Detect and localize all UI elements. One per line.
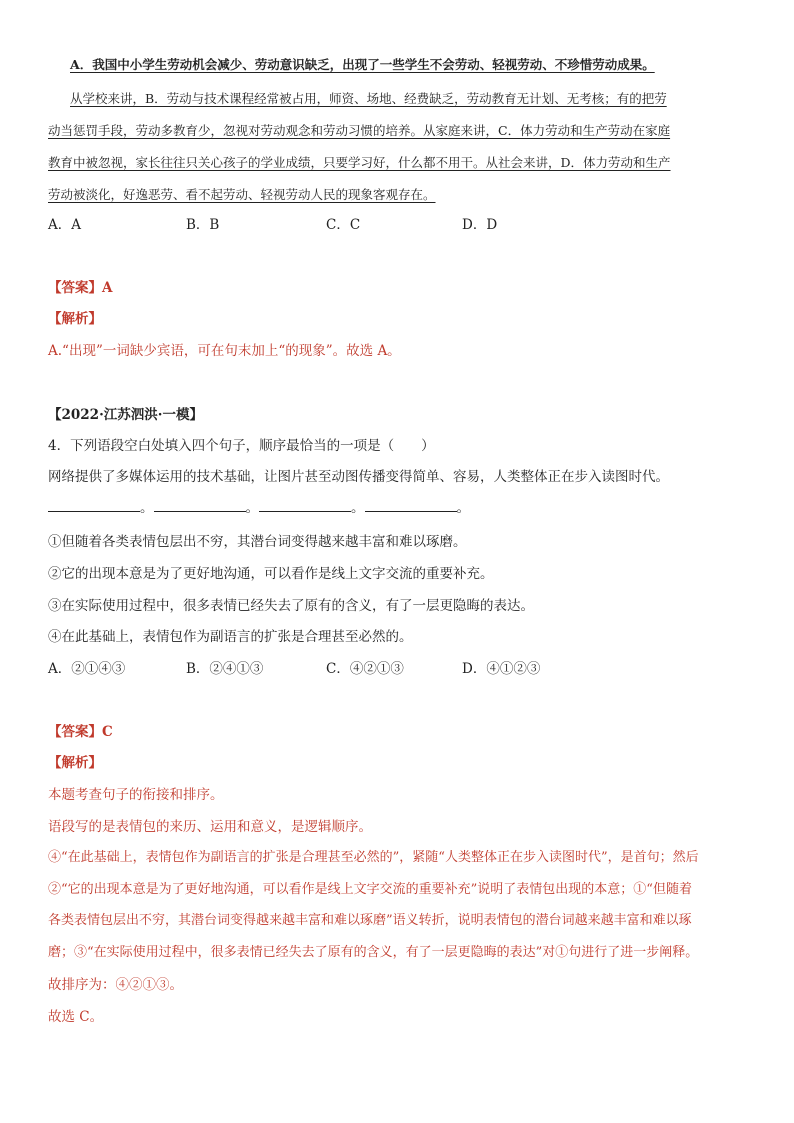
passage-line-1: 从学校来讲，B．劳动与技术课程经常被占用，师资、场地、经费缺乏，劳动教育无计划、无考核；有的把劳	[70, 91, 667, 106]
q3-analysis-text: A.“出现”一词缺少宾语，可在句末加上“的现象”。故选 A。	[48, 343, 401, 359]
blank-4	[365, 499, 457, 512]
analysis-line-3: ④“在此基础上，表情包作为副语言的扩张是合理甚至必然的”，紧随“人类整体正在步入读图时代”，是首句；然后	[48, 850, 699, 865]
q4-stem: 4．下列语段空白处填入四个句子，顺序最恰当的一项是（ ）	[48, 438, 435, 454]
analysis-line-4: ②“它的出现本意是为了更好地沟通，可以看作是线上文字交流的重要补充”说明了表情包出现的本意；①“但随着	[48, 882, 692, 897]
q4-passage: 网络提供了多媒体运用的技术基础，让图片甚至动图传播变得简单、容易，人类整体正在步入读图时代。	[48, 469, 669, 485]
choice-c: C．④②①③	[326, 661, 404, 677]
choice-c: C．C	[326, 217, 361, 233]
blank-sep: 。	[456, 500, 470, 516]
analysis-line-8: 故选 C。	[48, 1009, 104, 1025]
sentence-4: ④在此基础上，表情包作为副语言的扩张是合理甚至必然的。	[48, 629, 413, 645]
sentence-2: ②它的出现本意是为了更好地沟通，可以看作是线上文字交流的重要补充。	[48, 566, 494, 582]
blank-1	[48, 499, 140, 512]
passage-line-3: 教育中被忽视，家长往往只关心孩子的学业成绩，只要学习好，什么都不用干。从社会来讲，D．体力劳动和生产	[48, 155, 671, 170]
analysis-line-2: 语段写的是表情包的来历、运用和意义，是逻辑顺序。	[48, 819, 372, 835]
sentence-3: ③在实际使用过程中，很多表情已经失去了原有的含义，有了一层更隐晦的表达。	[48, 598, 534, 614]
analysis-line-1: 本题考查句子的衔接和排序。	[48, 787, 224, 803]
choice-b: B．②④①③	[186, 661, 264, 677]
blank-sep: 。	[351, 500, 365, 516]
choice-b: B．B	[186, 217, 220, 233]
choice-d: D．④①②③	[462, 661, 541, 677]
blank-3	[259, 499, 351, 512]
q4-source: 【2022·江苏泗洪·一模】	[48, 407, 203, 423]
analysis-line-7: 故排序为：④②①③。	[48, 977, 183, 993]
q4-answer: 【答案】C	[48, 724, 113, 740]
choice-d: D．D	[462, 217, 498, 233]
blank-sep: 。	[140, 500, 154, 516]
analysis-line-5: 各类表情包层出不穷，其潜台词变得越来越丰富和难以琢磨”语义转折，说明表情包的潜台词越来越丰富和难以琢	[48, 913, 692, 928]
q3-analysis-label: 【解析】	[48, 311, 102, 327]
blank-2	[154, 499, 246, 512]
choice-a: A．A	[48, 217, 81, 233]
passage-line-2: 动当惩罚手段，劳动多教育少，忽视对劳动观念和劳动习惯的培养。从家庭来讲，C．体力劳动和生产劳动在家庭	[48, 123, 671, 138]
passage-line-4: 劳动被淡化，好逸恶劳、看不起劳动、轻视劳动人民的现象客观存在。	[48, 187, 436, 202]
choice-a: A．②①④③	[48, 661, 126, 677]
q3-answer	[48, 278, 112, 298]
q4-blanks	[48, 498, 470, 518]
sentence-1: ①但随着各类表情包层出不穷，其潜台词变得越来越丰富和难以琢磨。	[48, 534, 467, 550]
blank-sep: 。	[245, 500, 259, 516]
q4-analysis-label: 【解析】	[48, 755, 102, 771]
answer-label: 【答案】A	[48, 280, 113, 296]
option-a-text: A．我国中小学生劳动机会减少、劳动意识缺乏，出现了一些学生不会劳动、轻视劳动、不珍惜劳动成果。	[70, 57, 655, 72]
analysis-line-6: 磨；③“在实际使用过程中，很多表情已经失去了原有的含义，有了一层更隐晦的表达”对①句进行了进一步阐释。	[48, 945, 699, 960]
